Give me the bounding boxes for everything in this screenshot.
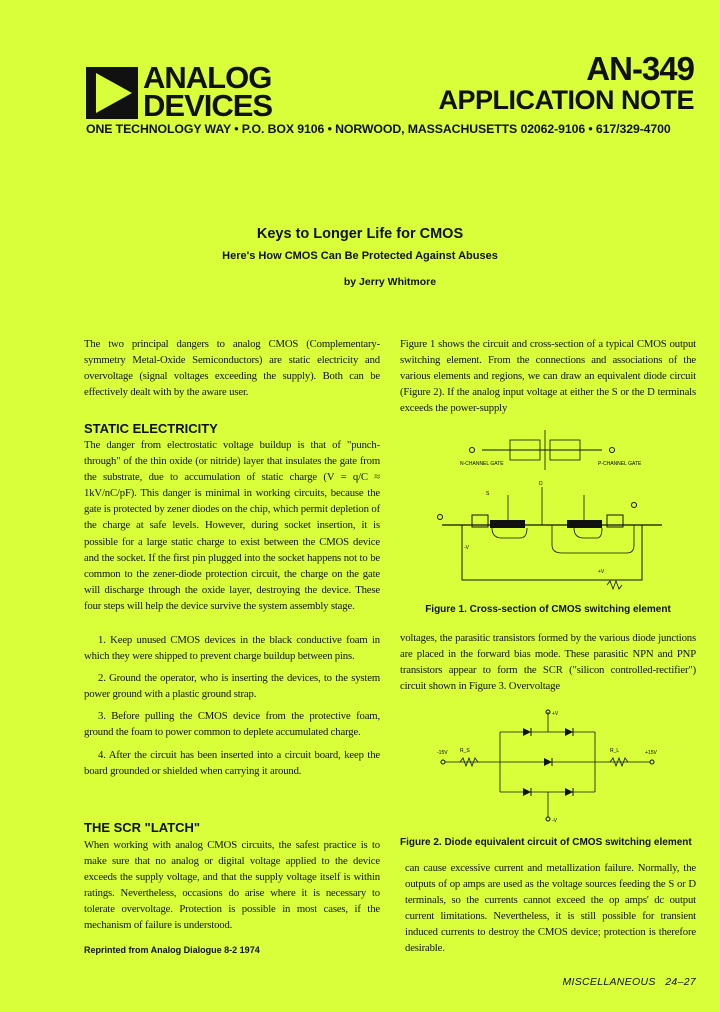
step-item: 1. Keep unused CMOS devices in the black conductive foam in which they were shipped to prevent charge buildup between pins. xyxy=(84,634,380,663)
scr-latch-heading: THE SCR "LATCH" xyxy=(84,820,201,835)
input-voltage-label: -15V xyxy=(437,750,448,756)
company-address: ONE TECHNOLOGY WAY • P.O. BOX 9106 • NORWOOD, MASSACHUSETTS 02062-9106 • 617/329-4700 xyxy=(86,122,671,136)
p-channel-gate-label: P-CHANNEL GATE xyxy=(598,461,642,467)
step-item: 4. After the circuit has been inserted into a circuit board, keep the board grounded or shielded when carrying it around. xyxy=(84,748,380,777)
article-title: Keys to Longer Life for CMOS xyxy=(256,226,464,242)
static-electricity-paragraph: The danger from electrostatic voltage buildup is that of "punch-through" of the thin oxide (or nitride) layer that insulates the gate from the substrate, due to accumulation of static charge (V = q/C ≈ 1kV/nC/pF). This danger is minimal in working circuits, because the gate is protected by zener diodes on the chip, which permit depletion of the charge at safe levels. However, during socket insertion, it is possible for a large static charge to exist between the CMOS device and the socket. If the first pin plugged into the socket happens not to be common to the zener-diode protection circuit, the charge on the gate will discharge through the oxide layer, destroying the device. These four steps will help the device survive the system assembly stage. xyxy=(84,439,380,612)
scr-latch-paragraph: When working with analog CMOS circuits, the safest practice is to make sure that no analog or digital voltage applied to the device exceeds the supply voltage, and that the supply voltage itself is within ratings. Nevertheless, occasions do arise where it is necessary to tolerate overvoltage. Protection is possible in most cases, if the mechanism of failure is understood. xyxy=(84,839,380,932)
overvoltage-paragraph: can cause excessive current and metallization failure. Normally, the outputs of op amps are used as the voltage sources feeding the S or D terminals, so the currents cannot exceed the op amps' dc output current limitations. Nevertheless, it is still possible for transient induced currents to destroy the CMOS device; protection is therefore desirable. xyxy=(405,862,696,955)
positive-supply-label: +V xyxy=(598,569,605,575)
output-voltage-label: +15V xyxy=(645,750,657,756)
application-note-label: APPLICATION NOTE xyxy=(438,85,694,115)
negative-supply-label: -V xyxy=(552,818,557,824)
parasitic-transistor-paragraph: voltages, the parasitic transistors formed by the various diode junctions are placed in the forward bias mode. These parasitic NPN and PNP transistors appear to form the SCR ("silicon controlled-rectifier") circuit shown in Figure 3. Overvoltage xyxy=(400,632,696,693)
analog-devices-logo-icon xyxy=(86,67,138,119)
step-item: 2. Ground the operator, who is inserting the devices, to the system power ground with a plastic ground strap. xyxy=(84,672,380,701)
static-electricity-heading: STATIC ELECTRICITY xyxy=(84,421,218,436)
load-resistor-label: R_L xyxy=(610,748,620,754)
figure-1-cmos-cross-section xyxy=(402,425,692,603)
step-item: 3. Before pulling the CMOS device from the protective foam, ground the foam to power common to deplete accumulated charge. xyxy=(84,710,380,739)
figure-2-caption: Figure 2. Diode equivalent circuit of CMOS switching element xyxy=(400,837,692,848)
brand-name-line2: DEVICES xyxy=(143,88,273,123)
figure-2-diode-circuit xyxy=(405,707,695,829)
protection-steps-list xyxy=(84,632,380,779)
figure-1-caption: Figure 1. Cross-section of CMOS switching element xyxy=(425,604,671,615)
application-note-number: AN-349 xyxy=(586,50,694,87)
negative-supply-label: -V xyxy=(464,545,469,551)
article-byline: by Jerry Whitmore xyxy=(343,276,437,288)
drain-terminal-label: D xyxy=(539,481,543,487)
page-footer xyxy=(562,976,696,988)
intro-paragraph: The two principal dangers to analog CMOS (Complementary-symmetry Metal-Oxide Semiconductors) are static electricity and overvoltage (signal voltages exceeding the supply). Both can be effectively dealt with by the aware user. xyxy=(84,338,380,399)
article-subtitle: Here's How CMOS Can Be Protected Against Abuses xyxy=(222,250,498,262)
n-channel-gate-label: N-CHANNEL GATE xyxy=(460,461,504,467)
positive-supply-label: +V xyxy=(552,711,559,717)
input-resistor-label: R_S xyxy=(460,748,470,754)
brand-name-line1: ANALOG xyxy=(143,60,272,95)
figure-intro-paragraph: Figure 1 shows the circuit and cross-section of a typical CMOS output switching element. From the connections and associations of the various elements and regions, we can draw an equivalent diode circuit (Figure 2). If the analog input voltage at either the S or the D terminals exceeds the power-supply xyxy=(400,338,696,415)
source-terminal-label: S xyxy=(486,491,490,497)
footer-page-number: 24–27 xyxy=(665,976,696,988)
footer-section: MISCELLANEOUS xyxy=(562,976,656,988)
reprint-note: Reprinted from Analog Dialogue 8-2 1974 xyxy=(84,945,260,955)
